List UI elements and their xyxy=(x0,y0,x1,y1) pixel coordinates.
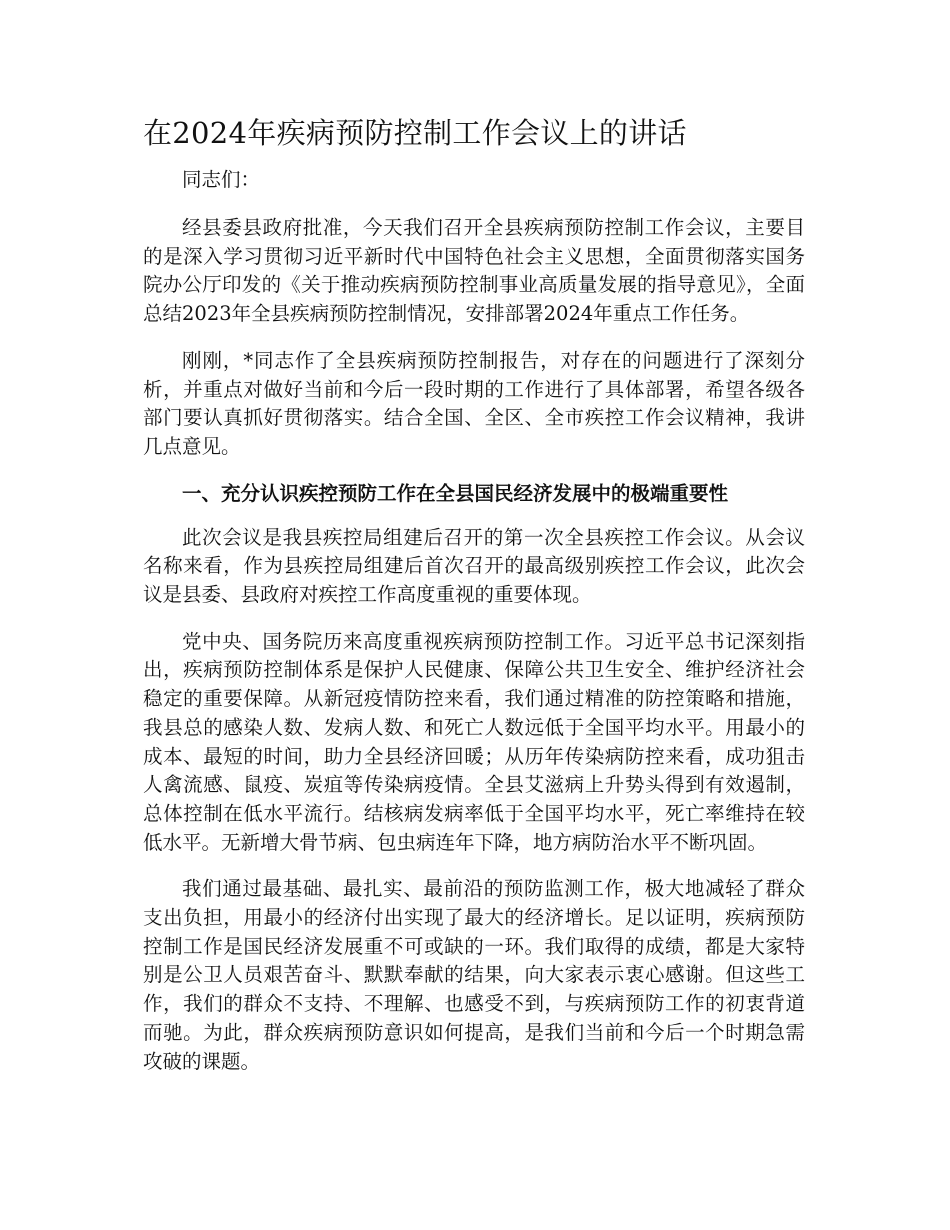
section-paragraph: 此次会议是我县疾控局组建后召开的第一次全县疾控工作会议。从会议名称来看，作为县疾控局组建后首次召开的最高级别疾控工作会议，此次会议是县委、县政府对疾控工作高度重视的重要体现。 xyxy=(143,525,805,607)
greeting: 同志们： xyxy=(182,168,261,191)
section-heading: 一、充分认识疾控预防工作在全县国民经济发展中的极端重要性 xyxy=(182,481,729,505)
section-paragraph: 我们通过最基础、最扎实、最前沿的预防监测工作，极大地减轻了群众支出负担，用最小的经济付出实现了最大的经济增长。足以证明，疾病预防控制工作是国民经济发展重不可或缺的一环。我们取得的成绩，都是大家特别是公卫人员艰苦奋斗、默默奉献的结果，向大家表示衷心感谢。但这些工作，我们的群众不支持、不理解、也感受不到，与疾病预防工作的初衷背道而驰。为此，群众疾病预防意识如何提高，是我们当前和今后一个时期急需攻破的课题。 xyxy=(143,877,805,1073)
document-title: 在2024年疾病预防控制工作会议上的讲话 xyxy=(143,116,687,150)
document-page xyxy=(143,112,805,1094)
intro-paragraph: 经县委县政府批准，今天我们召开全县疾病预防控制工作会议，主要目的是深入学习贯彻习近平新时代中国特色社会主义思想，全面贯彻落实国务院办公厅印发的《关于推动疾病预防控制事业高质量发展的指导意见》，全面总结2023年全县疾病预防控制情况，安排部署2024年重点工作任务。 xyxy=(143,216,805,326)
section-paragraph: 党中央、国务院历来高度重视疾病预防控制工作。习近平总书记深刻指出，疾病预防控制体系是保护人民健康、保障公共卫生安全、维护经济社会稳定的重要保障。从新冠疫情防控来看，我们通过精准的防控策略和措施，我县总的感染人数、发病人数、和死亡人数远低于全国平均水平。用最小的成本、最短的时间，助力全县经济回暖；从历年传染病防控来看，成功狙击人禽流感、鼠疫、炭疽等传染病疫情。全县艾滋病上升势头得到有效遏制，总体控制在低水平流行。结核病发病率低于全国平均水平，死亡率维持在较低水平。无新增大骨节病、包虫病连年下降，地方病防治水平不断巩固。 xyxy=(143,629,805,854)
intro-paragraph: 刚刚，*同志作了全县疾病预防控制报告，对存在的问题进行了深刻分析，并重点对做好当前和今后一段时期的工作进行了具体部署，希望各级各部门要认真抓好贯彻落实。结合全国、全区、全市疾控工作会议精神，我讲几点意见。 xyxy=(143,348,805,458)
